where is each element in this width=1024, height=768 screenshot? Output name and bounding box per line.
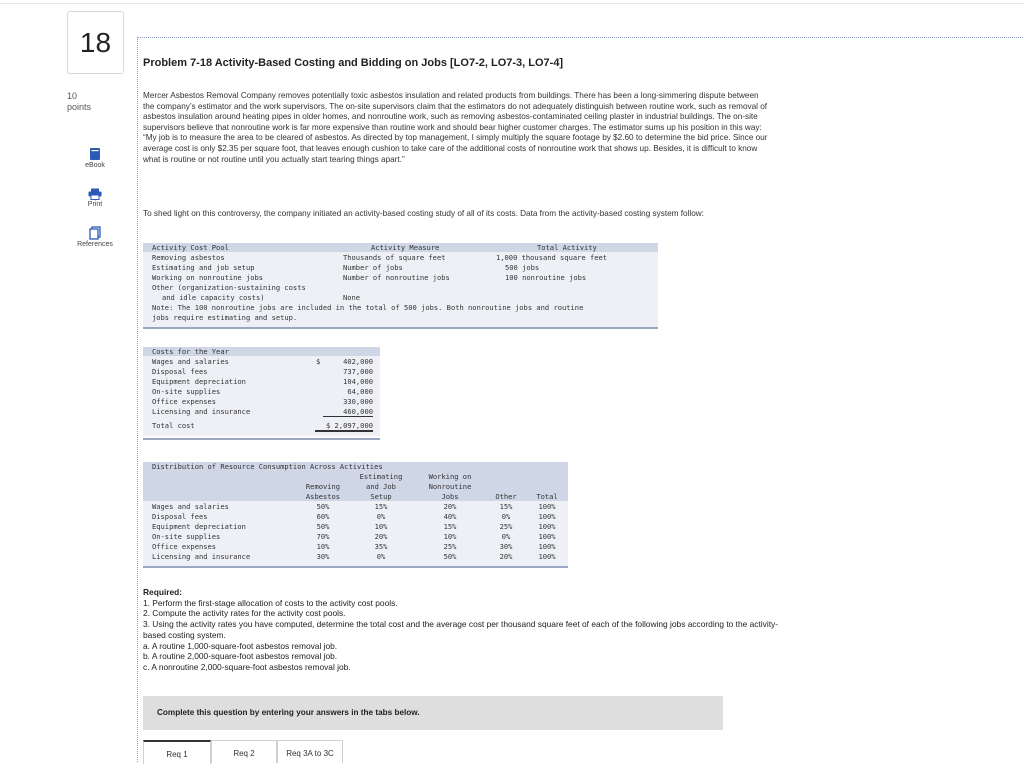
dist-row-label: Licensing and insurance (152, 552, 251, 561)
col-other: Other (495, 492, 517, 501)
top-border (0, 0, 1024, 4)
cost-row-label: Office expenses (152, 397, 217, 406)
dist-cell: 100% (538, 542, 556, 551)
cost-row-value: 104,000 (343, 377, 373, 386)
complete-banner-text: Complete this question by entering your answers in the tabs below. (157, 708, 420, 717)
costs-table (143, 347, 380, 436)
ebook-label: eBook (85, 162, 105, 169)
printer-icon (88, 188, 102, 200)
cost-row-prefix: $ (316, 357, 321, 366)
references-icon (89, 226, 101, 240)
cost-total-value: $ 2,097,000 (315, 421, 373, 432)
question-number: 18 (67, 11, 124, 74)
col-estimating-1: Estimating (359, 472, 403, 481)
book-icon (89, 147, 101, 161)
activity-note-line1: Note: The 100 nonroutine jobs are included in the total of 500 jobs. Both nonroutine jobs and routine (152, 303, 584, 312)
cost-row-label: Equipment depreciation (152, 377, 246, 386)
dist-row-label: On-site supplies (152, 532, 221, 541)
activity-row-pool: Removing asbestos (152, 253, 225, 262)
cost-row-label: Licensing and insurance (152, 407, 251, 416)
cost-row-value: 460,000 (323, 407, 373, 417)
activity-table-rule (143, 327, 658, 329)
dist-cell: 10% (316, 542, 330, 551)
required-item: b. A routine 2,000-square-foot asbestos removal job. (143, 651, 338, 662)
dist-cell: 30% (499, 542, 513, 551)
dist-cell: 30% (316, 552, 330, 561)
col-working-1: Working on (428, 472, 472, 481)
activity-row-measure: Number of nonroutine jobs (343, 273, 450, 282)
cost-row-label: Wages and salaries (152, 357, 229, 366)
activity-row-pool: Working on nonroutine jobs (152, 273, 264, 282)
problem-intro: Mercer Asbestos Removal Company removes potentially toxic asbestos insulation and related products from buildings. There has been a long-simmering dispute between the company’s estimator and the work supervisors. The on-site supervisors claim that the estimators do not adequately distinguish between routine work, such as removal of asbestos insulation around heating pipes in older homes, and nonroutine work, such as removing asbestos-contaminated ceiling plaster in industrial buildings. The on-site supervisors believe that nonroutine work is far more expensive than routine work and should bear higher customer charges. The estimator sums up his position in this way: “My job is to measure the area to be cleared of asbestos. As directed by top management, I simply multiply the square footage by $2.60 to determine the bid price. Since our average cost is only $2.35 per square foot, that leaves enough cushion to take care of the additional costs of nonroutine work that shows up. Besides, it is difficult to know what is routine or not routine until you actually start tearing things apart.” (143, 91, 768, 164)
dist-cell: 50% (316, 502, 330, 511)
problem-title: Problem 7-18 Activity-Based Costing and Bidding on Jobs [LO7-2, LO7-3, LO7-4] (143, 57, 564, 69)
dist-row-label: Equipment depreciation (152, 522, 246, 531)
activity-header-total: Total Activity (537, 243, 597, 252)
dist-cell: 50% (316, 522, 330, 531)
required-item: 2. Compute the activity rates for the activity cost pools. (143, 608, 346, 619)
dist-cell: 60% (316, 512, 330, 521)
dist-cell: 25% (443, 542, 457, 551)
complete-banner (143, 696, 723, 730)
dist-cell: 50% (443, 552, 457, 561)
cost-row-label: Disposal fees (152, 367, 208, 376)
required-heading: Required: (143, 587, 183, 597)
cost-row-label: On-site supplies (152, 387, 221, 396)
ebook-button[interactable] (67, 147, 123, 169)
dist-row-label: Disposal fees (152, 512, 208, 521)
required-section (143, 587, 783, 673)
points-label: points (67, 102, 92, 112)
references-label: References (77, 241, 113, 248)
points-info (67, 91, 91, 113)
activity-other-line2: and idle capacity costs) (162, 293, 265, 302)
tab-req-3a-to-3c[interactable]: Req 3A to 3C (277, 740, 343, 763)
dist-cell: 100% (538, 552, 556, 561)
col-working-3: Jobs (441, 492, 459, 501)
dist-cell: 15% (499, 502, 513, 511)
activity-other-line1: Other (organization-sustaining costs (152, 283, 306, 292)
activity-row-measure: Thousands of square feet (343, 253, 446, 262)
costs-header: Costs for the Year (152, 347, 229, 356)
col-working-2: Nonroutine (428, 482, 472, 491)
activity-row-pool: Estimating and job setup (152, 263, 255, 272)
dist-cell: 40% (443, 512, 457, 521)
activity-header-pool: Activity Cost Pool (152, 243, 229, 252)
references-button[interactable] (67, 226, 123, 248)
distribution-table (143, 462, 568, 566)
required-item: 1. Perform the first-stage allocation of costs to the activity cost pools. (143, 597, 398, 608)
costs-table-rule (143, 438, 380, 440)
dist-cell: 100% (538, 522, 556, 531)
dist-cell: 100% (538, 502, 556, 511)
distribution-table-rule (143, 566, 568, 568)
dist-cell: 15% (443, 522, 457, 531)
tab-req-2[interactable]: Req 2 (211, 740, 277, 763)
dist-cell: 100% (538, 512, 556, 521)
cost-total-label: Total cost (152, 421, 195, 430)
required-item: c. A nonroutine 2,000-square-foot asbestos removal job. (143, 661, 351, 672)
dist-cell: 10% (443, 532, 457, 541)
col-estimating-2: and Job (366, 482, 396, 491)
activity-header-measure: Activity Measure (371, 243, 440, 252)
print-label: Print (87, 201, 103, 208)
dist-cell: 35% (374, 542, 388, 551)
dist-cell: 25% (499, 522, 513, 531)
dist-cell: 10% (374, 522, 388, 531)
required-item: 3. Using the activity rates you have computed, determine the total cost and the average cost per thousand square feet of each of the following jobs according to the activity-based costing system. (143, 619, 779, 640)
col-total: Total (536, 492, 558, 501)
cost-row-value: 64,000 (347, 387, 373, 396)
required-item: a. A routine 1,000-square-foot asbestos removal job. (143, 640, 338, 651)
dist-cell: 20% (374, 532, 388, 541)
activity-row-total: 100 nonroutine jobs (505, 273, 587, 282)
activity-table (143, 243, 658, 329)
dist-cell: 20% (443, 502, 457, 511)
dist-row-label: Wages and salaries (152, 502, 229, 511)
problem-shed-light: To shed light on this controversy, the company initiated an activity-based costing study of all of its costs. Data from the activity-based costing system follow: (143, 209, 704, 218)
question-content (137, 37, 1023, 762)
cost-row-value: 737,000 (343, 367, 373, 376)
cost-row-value: 330,000 (343, 397, 373, 406)
dist-cell: 0% (376, 552, 386, 561)
activity-row-total: 500 jobs (505, 263, 540, 272)
points-value: 10 (67, 91, 78, 101)
dist-cell: 70% (316, 532, 330, 541)
activity-row-total: 1,000 thousand square feet (496, 253, 608, 262)
dist-cell: 100% (538, 532, 556, 541)
activity-row-measure: Number of jobs (343, 263, 403, 272)
print-button[interactable] (67, 188, 123, 208)
dist-cell: 15% (374, 502, 388, 511)
dist-cell: 0% (376, 512, 386, 521)
activity-other-measure: None (343, 293, 361, 302)
col-removing-1: Removing (305, 482, 341, 491)
dist-cell: 0% (501, 532, 511, 541)
cost-row-value: 402,000 (343, 357, 373, 366)
activity-note-line2: jobs require estimating and setup. (152, 313, 298, 322)
distribution-title: Distribution of Resource Consumption Across Activities (152, 462, 383, 471)
dist-cell: 20% (499, 552, 513, 561)
col-estimating-3: Setup (370, 492, 392, 501)
tab-req-1[interactable]: Req 1 (143, 740, 211, 764)
col-removing-2: Asbestos (305, 492, 341, 501)
dist-cell: 0% (501, 512, 511, 521)
dist-row-label: Office expenses (152, 542, 217, 551)
